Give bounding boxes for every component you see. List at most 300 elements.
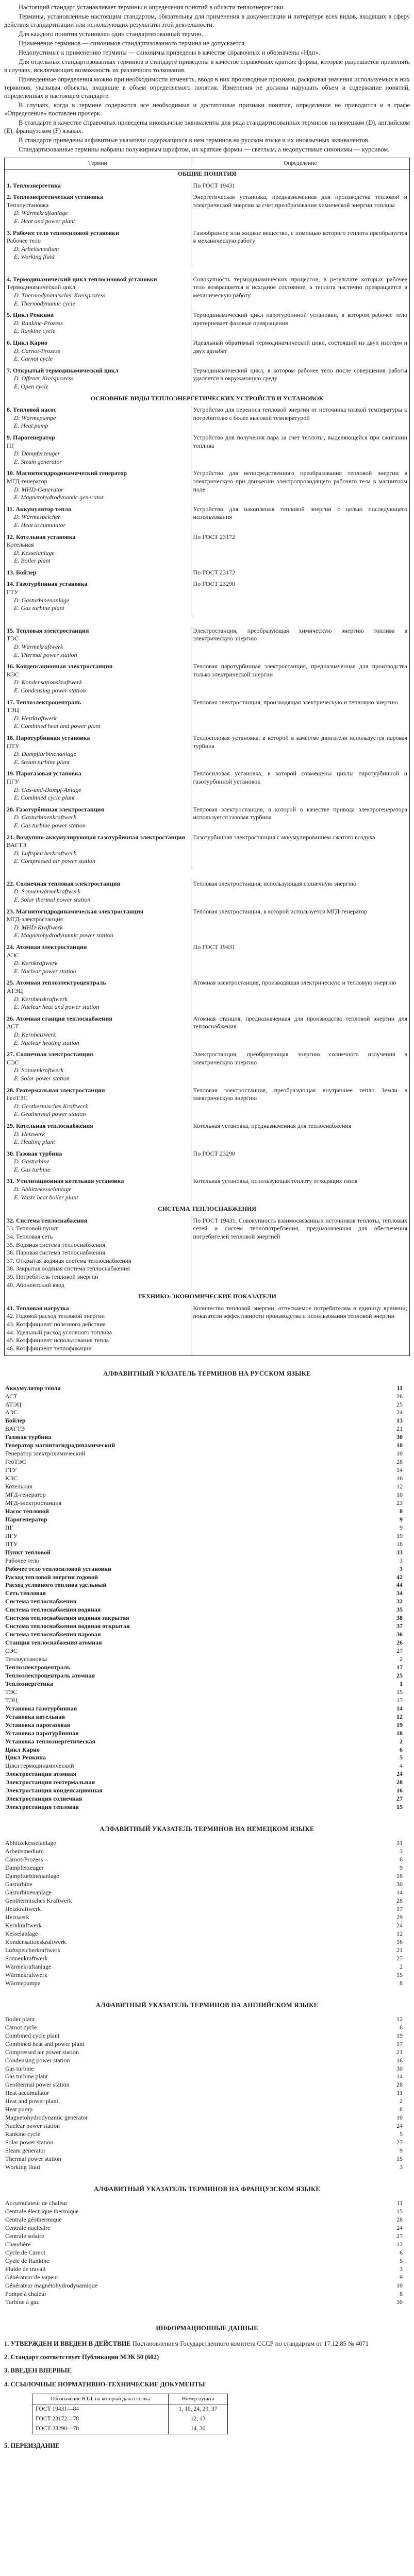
index-term: Электростанция атомная — [5, 1770, 77, 1778]
index-term: Accumulateur de chaleur — [5, 2199, 68, 2207]
index-number: 9 — [400, 1864, 403, 1872]
index-number: 17 — [396, 1664, 403, 1671]
index-number: 16 — [396, 1475, 403, 1482]
index-row — [4, 1540, 410, 1549]
index-row — [4, 2232, 410, 2241]
term-row — [5, 193, 410, 228]
definition-cell: Атомная электростанция, производящая электрическую и тепловую энергию — [191, 978, 409, 1014]
index-number: 15 — [396, 1688, 403, 1696]
index-number: 9 — [400, 2273, 403, 2281]
index-term: Насос тепловой — [5, 1507, 49, 1515]
index-row — [4, 2097, 410, 2106]
term-cell — [5, 366, 191, 394]
section-spacer — [5, 264, 410, 275]
index-term: Boiler plant — [5, 2015, 35, 2023]
intro-paragraph: Настоящий стандарт устанавливает термины и определения понятий в области теплоэнергетики. — [19, 4, 285, 11]
term-foreign-equivalent: D. Heizwerk — [14, 1130, 45, 1138]
index-term: Установка паротурбинная — [5, 1729, 79, 1737]
index-term: МГД-генератор — [5, 1490, 46, 1498]
index-row — [4, 2163, 410, 2172]
index-row — [4, 2130, 410, 2139]
term-row — [5, 769, 410, 805]
term-cell — [5, 1149, 191, 1177]
index-number: 12 — [396, 2240, 403, 2248]
index-term: Установка парогазовая — [5, 1721, 71, 1728]
index-term: Парогенератор — [5, 1515, 47, 1523]
index-number: 32 — [396, 1598, 403, 1605]
index-term: Cycle de Rankine — [5, 2257, 49, 2264]
term-text: 35. Водяная система теплоснабжения — [7, 1241, 106, 1248]
index-number: 27 — [396, 2232, 403, 2240]
term-foreign-equivalent: D. Wärmekraftwerk — [14, 643, 63, 651]
definition-cell: Тепловая электростанция, преобразующая внутреннее тепло Земли в электрическую энергию — [191, 1086, 409, 1122]
intro-paragraph: Стандартизованные термины набраны полужирным шрифтом, их краткие формы — светлым, а недопустимые синонимы — курсивом. — [19, 146, 390, 153]
definition-cell: Теплосиловая установка, в которой совмещены циклы паротурбинной и газотурбинной установок — [191, 769, 409, 805]
index-row — [4, 1839, 410, 1848]
term-text: 22. Солнечная тепловая электростанция — [7, 879, 121, 887]
index-number: 24 — [396, 1921, 403, 1929]
index-term: Thermal power station — [5, 2155, 61, 2163]
term-foreign-equivalent: E. Working fluid — [14, 253, 55, 261]
index-term: Chaudière — [5, 2240, 31, 2248]
term-text: 37. Открытая водяная система теплоснабжения — [7, 1257, 131, 1264]
term-row — [5, 1050, 410, 1086]
term-text: 11. Аккумулятор тепла — [7, 505, 71, 513]
definition-cell: Электростанция, преобразующая химическую энергию топлива в электрическую энергию — [191, 626, 409, 662]
term-text: 41. Тепловая нагрузка — [7, 1304, 69, 1312]
term-cell — [5, 662, 191, 698]
index-row — [4, 1754, 410, 1762]
column-header-term: Термин — [5, 158, 191, 170]
index-number: 17 — [396, 1696, 403, 1704]
term-text: ПТУ — [7, 742, 20, 750]
index-term: Luftspeicherkraftwerk — [5, 1946, 61, 1954]
index-number: 16 — [396, 1787, 403, 1794]
term-row — [5, 662, 410, 698]
definition-cell: Котельная установка, предназначенная для теплоснабжения — [191, 1122, 409, 1149]
index-title: АЛФАВИТНЫЙ УКАЗАТЕЛЬ ТЕРМИНОВ НА АНГЛИЙСКОМ ЯЗЫКЕ — [95, 2001, 319, 2009]
index-number: 3 — [400, 1565, 403, 1572]
index-number: 36 — [396, 1631, 403, 1638]
index-number: 2 — [400, 2097, 403, 2105]
index-row — [4, 1401, 410, 1409]
index-number: 12 — [396, 1929, 403, 1937]
term-row — [5, 1122, 410, 1149]
index-number: 16 — [396, 1938, 403, 1945]
index-number: 15 — [396, 1971, 403, 1978]
intro-paragraph: Применение терминов — синонимов стандартизованного термина не допускается. — [19, 40, 246, 47]
index-term: Теплоустановка — [5, 1655, 47, 1663]
index-row — [4, 1795, 410, 1803]
index-row — [4, 1384, 410, 1393]
term-text: 13. Бойлер — [7, 568, 37, 576]
term-foreign-equivalent: D. Gasturbinenkraftwerk — [14, 814, 76, 821]
definition-cell: Газообразное или жидкое вещество, с помощью которого теплота преобразуется в механическую работу — [191, 229, 409, 264]
index-row — [4, 2216, 410, 2224]
intro-paragraph: В случаях, когда в термине содержатся все необходимые и достаточные признаки понятия, определение не приводится и в графе «Определение» поставлен прочерк. — [4, 101, 410, 117]
term-foreign-equivalent: E. Boiler plant — [14, 557, 51, 565]
index-term: Pompe à chaleur — [5, 2290, 46, 2297]
index-term: Geothermal power station — [5, 2081, 70, 2089]
index-term: Compressed air power station — [5, 2048, 79, 2056]
term-foreign-equivalent: D. Dampfturbinenanlage — [14, 750, 76, 758]
section-title: СИСТЕМА ТЕПЛОСНАБЖЕНИЯ — [5, 1205, 410, 1216]
index-row — [4, 1787, 410, 1795]
index-number: 10 — [396, 2114, 403, 2122]
index-term: Электростанция тепловая — [5, 1803, 79, 1811]
index-term: Combined heat and power plant — [5, 2040, 85, 2047]
info-iec: 2. Стандарт соответствует Публикации МЭК 50 (602) — [4, 2353, 159, 2361]
term-cell — [5, 181, 191, 193]
index-term: Rankine cycle — [5, 2130, 41, 2138]
index-number: 10 — [396, 1490, 403, 1498]
index-row — [4, 1697, 410, 1705]
index-row — [4, 1524, 410, 1532]
index-row — [4, 1889, 410, 1897]
index-number: 17 — [396, 2040, 403, 2047]
term-foreign-equivalent: D. Kesselanlage — [14, 549, 55, 556]
term-foreign-equivalent: D. Geothermisches Kraftwerk — [14, 1102, 88, 1110]
index-number: 11 — [396, 2199, 403, 2207]
index-number: 28 — [396, 2216, 403, 2224]
term-text: 32. Система теплоснабжения — [7, 1216, 88, 1224]
term-text: 42. Годовой расход тепловой энергии — [7, 1312, 105, 1320]
index-number: 10 — [396, 1450, 403, 1458]
index-row — [4, 1730, 410, 1738]
index-number: 28 — [396, 1897, 403, 1905]
term-text: 20. Газотурбинная электростанция — [7, 805, 105, 813]
term-cell — [5, 505, 191, 533]
index-term: КЭС — [5, 1475, 18, 1482]
index-number: 8 — [400, 1507, 403, 1515]
index-row — [4, 2106, 410, 2114]
index-row — [4, 2065, 410, 2073]
definition-cell: Газотурбинная электростанция с аккумулированием сжатого воздуха — [191, 833, 409, 869]
info-approved-number: 1. — [4, 2340, 9, 2347]
index-row — [4, 2298, 410, 2307]
index-term: Générateur de vapeur — [5, 2273, 59, 2281]
term-text: ГТУ — [7, 588, 19, 596]
term-foreign-equivalent: E. Heat and power plant — [14, 217, 75, 225]
index-table — [4, 2015, 410, 2172]
index-term: Heizkraftwerk — [5, 1905, 41, 1913]
term-text: 33. Тепловой пункт — [7, 1225, 58, 1232]
index-number: 14 — [396, 2073, 403, 2080]
definition-cell: По ГОСТ 23172 — [191, 568, 409, 580]
term-row — [5, 1216, 410, 1292]
index-number: 10 — [396, 1442, 403, 1449]
term-cell — [5, 1086, 191, 1122]
index-term: ПГУ — [5, 1532, 18, 1539]
term-cell — [5, 833, 191, 869]
index-term: СЭС — [5, 1647, 18, 1655]
index-term: Система теплоснабжения водяная — [5, 1606, 101, 1614]
reference-item: 14, 30 — [169, 2424, 228, 2434]
index-row — [4, 1971, 410, 1979]
index-term: Wärmepumpe — [5, 1979, 40, 1987]
term-cell — [5, 879, 191, 907]
term-text: 19. Парогазовая установка — [7, 770, 81, 777]
index-row — [4, 2282, 410, 2290]
index-number: 8 — [400, 2290, 403, 2297]
index-row — [4, 1532, 410, 1540]
index-number: 24 — [396, 2122, 403, 2130]
term-text: 21. Воздушно-аккумулирующая газотурбинная электростанция — [7, 833, 185, 841]
term-text: 18. Паротурбинная установка — [7, 734, 90, 741]
index-number: 2 — [400, 1962, 403, 1970]
term-foreign-equivalent: E. Nuclear heat and power station — [14, 1003, 100, 1011]
term-foreign-equivalent: D. Dampferzeuger — [14, 450, 60, 457]
term-foreign-equivalent: D. MHD-Kraftwerk — [14, 923, 63, 931]
index-number: 19 — [396, 1721, 403, 1728]
references-table — [32, 2394, 228, 2434]
term-foreign-equivalent: E. Nuclear heating station — [14, 1039, 79, 1046]
term-text: 17. Теплоэлектроцентраль — [7, 698, 81, 706]
section-title: ОБЩИЕ ПОНЯТИЯ — [5, 169, 410, 181]
index-term: ГТУ — [5, 1466, 17, 1474]
index-row — [4, 2073, 410, 2081]
index-number: 10 — [396, 2281, 403, 2289]
index-number: 9 — [400, 1515, 403, 1523]
term-foreign-equivalent: D. Carnot-Prozess — [14, 347, 60, 354]
index-row — [4, 1549, 410, 1557]
term-foreign-equivalent: D. Rankine-Prozess — [14, 319, 63, 327]
term-row — [5, 1149, 410, 1177]
index-row — [4, 1606, 410, 1614]
definition-cell: По ГОСТ 19431. Совокупность взаимосвязанных источников теплоты, тепловых сетей и систем теплопотребления, предназначенная для обеспечения потребителей тепловой энергией — [191, 1216, 409, 1292]
term-text: Теплоустановка — [7, 201, 49, 209]
term-cell — [5, 1304, 191, 1356]
index-number: 15 — [396, 1803, 403, 1811]
term-row — [5, 181, 410, 193]
index-number: 8 — [400, 2106, 403, 2113]
term-foreign-equivalent: D. Wärmespeicher — [14, 513, 60, 521]
index-number: 38 — [396, 1614, 403, 1622]
term-foreign-equivalent: D. Offener Kreisprozess — [14, 375, 74, 382]
index-row — [4, 1475, 410, 1483]
index-number: 21 — [396, 2048, 403, 2056]
term-foreign-equivalent: E. Compressed air power station — [14, 857, 95, 865]
index-term: Kernkraftwerk — [5, 1921, 42, 1929]
index-row — [4, 2024, 410, 2032]
term-foreign-equivalent: E. Gas turbine power station — [14, 821, 86, 829]
term-text: КЭС — [7, 670, 20, 678]
index-number: 14 — [396, 1889, 403, 1896]
index-table — [4, 1384, 410, 1812]
term-cell — [5, 311, 191, 338]
term-text: МГД-электростанция — [7, 916, 63, 923]
term-row — [5, 805, 410, 833]
term-cell — [5, 193, 191, 228]
index-row — [4, 1565, 410, 1573]
term-foreign-equivalent: D. Heizkraftwerk — [14, 714, 57, 722]
index-number: 34 — [396, 1589, 403, 1597]
index-term: Генератор электрохимический — [5, 1450, 86, 1458]
index-term: Geothermisches Kraftwerk — [5, 1897, 72, 1905]
section-title: ТЕХНИКО-ЭКОНОМИЧЕСКИЕ ПОКАЗАТЕЛИ — [5, 1292, 410, 1304]
info-title: ИНФОРМАЦИОННЫЕ ДАННЫЕ — [156, 2324, 258, 2332]
index-number: 5 — [400, 1754, 403, 1761]
index-row — [4, 1955, 410, 1963]
index-row — [4, 1589, 410, 1598]
index-row — [4, 2199, 410, 2208]
term-row — [5, 734, 410, 769]
definition-cell: Устройство для получения пара за счет теплоты, выделяющейся при сжигании топлива — [191, 433, 409, 469]
term-text: 23. Магнитогидродинамическая электростанция — [7, 907, 144, 915]
index-term: Gas turbine plant — [5, 2073, 48, 2080]
index-term: Nuclear power station — [5, 2122, 60, 2130]
index-row — [4, 1803, 410, 1811]
term-row — [5, 1086, 410, 1122]
term-row — [5, 338, 410, 366]
definition-cell: Тепловая электростанция, в которой используется МГД-генератор — [191, 907, 409, 943]
term-text: 44. Удельный расход условного топлива — [7, 1328, 112, 1336]
term-row — [5, 366, 410, 394]
index-row — [4, 1880, 410, 1889]
term-cell — [5, 943, 191, 978]
index-row — [4, 1979, 410, 1988]
index-row — [4, 2241, 410, 2249]
index-term: Wärmekraftanlage — [5, 1962, 52, 1970]
term-row — [5, 907, 410, 943]
index-term: Kondensationskraftwerk — [5, 1938, 66, 1945]
index-term: Система теплоснабжения паровая — [5, 1631, 101, 1638]
index-number: 2 — [400, 1655, 403, 1663]
term-text: 45. Коэффициент использования тепла — [7, 1336, 109, 1344]
index-term: Расход условного топлива удельный — [5, 1581, 107, 1589]
definition-cell: Термодинамический цикл паротурбинной установки, в котором рабочее тело претерпевает фазовые превращения — [191, 311, 409, 338]
index-term: Установка котельная — [5, 1713, 65, 1720]
term-row — [5, 1177, 410, 1205]
index-term: Working fluid — [5, 2163, 40, 2171]
term-text: 5. Цикл Ренкина — [7, 311, 54, 319]
index-number: 12 — [396, 1483, 403, 1490]
term-foreign-equivalent: E. Steam generator — [14, 457, 62, 465]
index-row — [4, 1938, 410, 1946]
term-cell — [5, 469, 191, 504]
definition-cell: Количество тепловой энергии, отпускаемое потребителям в единицу времени; показатели эффективности производства и использования тепловой энергии — [191, 1304, 409, 1356]
index-term: Solar power station — [5, 2139, 54, 2146]
definition-cell: Тепловая электростанция, в которой в качестве привода электрогенератора используется газовая турбина — [191, 805, 409, 833]
index-number: 24 — [396, 2224, 403, 2232]
index-number: 12 — [396, 2015, 403, 2023]
info-section — [4, 2324, 410, 2450]
definition-cell: Термодинамический цикл, в котором рабочее тело после совершения работы удаляется в окружающую среду — [191, 366, 409, 394]
index-number: 1 — [400, 1680, 403, 1687]
term-foreign-equivalent: D. Arbeitsmedium — [14, 245, 59, 252]
definition-cell: По ГОСТ 23172 — [191, 533, 409, 568]
term-cell — [5, 1014, 191, 1050]
term-foreign-equivalent: D. Kernheizkraftwerk — [14, 995, 68, 1003]
index-row — [4, 1913, 410, 1922]
term-cell — [5, 978, 191, 1014]
index-number: 28 — [396, 2081, 403, 2089]
term-cell — [5, 405, 191, 433]
term-cell — [5, 275, 191, 311]
index-row — [4, 1442, 410, 1450]
index-term: Электростанция конденсационная — [5, 1787, 103, 1794]
index-number: 30 — [396, 1433, 403, 1441]
term-text: ТЭЦ — [7, 706, 19, 714]
index-number: 14 — [396, 1704, 403, 1712]
term-cell — [5, 907, 191, 943]
index-term: Цикл термодинамический — [5, 1762, 74, 1770]
index-row — [4, 1425, 410, 1433]
index-row — [4, 1458, 410, 1466]
index-number: 2 — [400, 1737, 403, 1745]
term-text: 43. Коэффициент полезного действия — [7, 1320, 106, 1328]
index-row — [4, 1922, 410, 1930]
intro-paragraph: Недопустимые к применению термины — синонимы приведены в качестве справочных и обозначены «Ндп». — [19, 49, 320, 56]
index-number: 33 — [396, 1548, 403, 1556]
index-term: Générateur magnétohydrodynamique — [5, 2281, 97, 2289]
index-term: Heat and power plant — [5, 2097, 58, 2105]
reference-row — [32, 2424, 228, 2434]
term-cell — [5, 1122, 191, 1149]
index-number: 6 — [400, 2248, 403, 2256]
term-text: 27. Солнечная электростанция — [7, 1050, 93, 1058]
index-term: Сеть тепловая — [5, 1589, 46, 1597]
ref-header-doc: Обозначение НТД, на который дана ссылка — [32, 2394, 169, 2404]
definition-cell: Тепловая электростанция, производящая электрическую и тепловую энергию — [191, 698, 409, 734]
definition-cell: По ГОСТ 19431 — [191, 943, 409, 978]
index-number: 18 — [396, 1872, 403, 1880]
intro-paragraph: Приведенные определения можно при необходимости изменять, вводя в них производные признаки, раскрывая значения используемых в них терминов, указывая объекты, входящие в объем определяемого понятия. Изменения не должны нарушать объем и содержание понятий, определенных в настоящем стандарте. — [4, 76, 410, 99]
index-number: 21 — [396, 1946, 403, 1954]
definition-cell: Идеальный обратимый термодинамический цикл, состоящий из двух изотерм и двух адиабат — [191, 338, 409, 366]
index-term: Установка теплоэнергетическая — [5, 1737, 96, 1745]
index-number: 24 — [396, 1409, 403, 1416]
term-foreign-equivalent: E. Thermal power station — [14, 651, 77, 658]
index-row — [4, 1721, 410, 1730]
reference-doc: ГОСТ 23172—78 — [32, 2414, 169, 2424]
term-foreign-equivalent: E. Solar power station — [14, 1074, 70, 1082]
definition-cell: По ГОСТ 19431 — [191, 181, 409, 193]
index-row — [4, 1417, 410, 1425]
index-number: 27 — [396, 2139, 403, 2146]
index-term: Теплоэнергетика — [5, 1680, 53, 1687]
term-foreign-equivalent: D. Wärmekraftanlage — [14, 209, 68, 217]
index-term: Sonnenkraftwerk — [5, 1954, 48, 1962]
index-term: ТЭС — [5, 1688, 18, 1696]
index-row — [4, 1680, 410, 1688]
index-row — [4, 2155, 410, 2163]
term-text: 36. Паровая система теплоснабжения — [7, 1249, 105, 1257]
term-text: Котельная — [7, 541, 34, 549]
term-foreign-equivalent: E. Solar thermal power station — [14, 896, 91, 904]
index-number: 6 — [400, 2023, 403, 2031]
term-foreign-equivalent: D. Sonnenkraftwerk — [14, 1066, 63, 1074]
index-row — [4, 1557, 410, 1565]
index-row — [4, 1639, 410, 1647]
term-row — [5, 1014, 410, 1050]
index-row — [4, 1705, 410, 1713]
index-term: Газовая турбина — [5, 1433, 52, 1441]
term-row — [5, 275, 410, 311]
term-text: 2. Теплоэнергетическая установка — [7, 193, 103, 201]
reference-row — [32, 2414, 228, 2424]
term-cell — [5, 1216, 191, 1292]
index-row — [4, 2015, 410, 2024]
index-term: Аккумулятор тепла — [5, 1384, 61, 1392]
term-foreign-equivalent: E. Carnot cycle — [14, 355, 53, 363]
index-number: 15 — [396, 2208, 403, 2215]
term-text: 40. Абонентский ввод — [7, 1281, 64, 1289]
term-row — [5, 879, 410, 907]
index-row — [4, 2114, 410, 2122]
definition-cell: По ГОСТ 23290 — [191, 580, 409, 615]
term-text: МГД-генератор — [7, 477, 47, 485]
